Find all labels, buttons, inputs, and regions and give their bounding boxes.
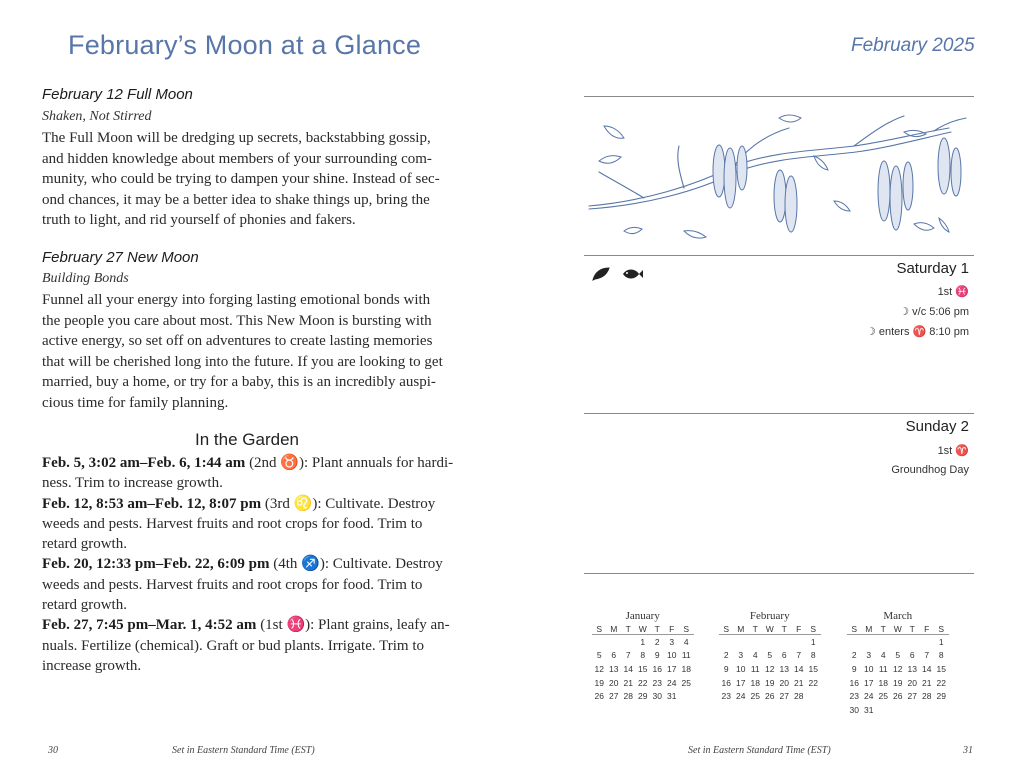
calendar-day	[847, 635, 862, 649]
garden-entry	[42, 615, 460, 676]
calendar-day: 1	[810, 636, 816, 647]
calendar-day: 1	[938, 636, 944, 647]
calendar-weekday: F	[920, 623, 935, 635]
full-moon-heading: February 12 Full Moon	[42, 86, 193, 103]
calendar-day: 3	[866, 650, 872, 661]
calendar-day: 31	[667, 691, 677, 702]
calendar-week	[847, 676, 949, 690]
calendar-day: 5	[895, 650, 901, 661]
calendar-day: 5	[767, 650, 773, 661]
garden-text: : Plant annuals for hardi-ness. Trim to increase growth.	[42, 455, 454, 492]
calendar-day: 28	[623, 691, 633, 702]
calendar-day	[748, 635, 763, 649]
calendar-day: 6	[781, 650, 787, 661]
calendar-day: 17	[667, 663, 677, 674]
new-moon-heading: February 27 New Moon	[42, 249, 199, 266]
calendar-day	[734, 635, 749, 649]
calendar-day: 26	[594, 691, 604, 702]
calendar-day: 14	[794, 663, 804, 674]
calendar-day: 24	[667, 677, 677, 688]
calendar-weekday: W	[891, 623, 906, 635]
divider	[584, 573, 974, 574]
calendar-day: 22	[808, 677, 818, 688]
calendar-day: 27	[779, 691, 789, 702]
divider	[584, 255, 974, 256]
calendar-day: 9	[723, 663, 729, 674]
calendar-weekday: T	[650, 623, 665, 635]
calendar-day: 26	[765, 691, 775, 702]
calendar-day: 15	[638, 663, 648, 674]
calendar-day: 11	[750, 663, 760, 674]
calendar-day	[592, 635, 607, 649]
calendar-day	[891, 635, 906, 649]
calendar-week	[847, 635, 949, 649]
calendar-week	[592, 676, 694, 690]
garden-quarter: (4th ♐)	[273, 556, 325, 573]
calendar-weekday: W	[763, 623, 778, 635]
mini-calendar-january	[592, 610, 694, 703]
calendar-day: 15	[808, 663, 818, 674]
calendar-day: 9	[654, 650, 660, 661]
calendar-day: 24	[864, 691, 874, 702]
calendar-weekday: T	[777, 623, 792, 635]
calendar-day	[792, 635, 807, 649]
calendar-day	[777, 635, 792, 649]
full-moon-subheading: Shaken, Not Stirred	[42, 109, 152, 124]
calendar-weekday: M	[607, 623, 622, 635]
calendar-week	[592, 635, 694, 649]
calendar-day: 20	[779, 677, 789, 688]
calendar-day: 20	[609, 677, 619, 688]
text-line: cious time for family planning.	[42, 394, 229, 411]
calendar-day: 7	[625, 650, 631, 661]
calendar-day: 16	[849, 677, 859, 688]
calendar-day: 3	[738, 650, 744, 661]
month-title: February 2025	[851, 35, 975, 56]
text-line: ond chances, it may be a better idea to shake things up, bring the	[42, 191, 430, 208]
calendar-day	[891, 703, 906, 717]
garden-list	[42, 453, 460, 676]
calendar-day: 18	[681, 663, 691, 674]
calendar-day	[876, 635, 891, 649]
day-note: ☽ enters ♈ 8:10 pm	[865, 326, 969, 338]
calendar-day: 1	[640, 636, 646, 647]
calendar-day: 28	[922, 691, 932, 702]
text-line: the people you care about most. This New Moon is bursting with	[42, 312, 432, 329]
calendar-weekday: M	[734, 623, 749, 635]
calendar-weekday: S	[847, 623, 862, 635]
calendar-month-name: February	[749, 610, 790, 622]
calendar-day: 28	[794, 691, 804, 702]
garden-text: : Cultivate. Destroy weeds and pests. Harvest fruits and root crops for food. Trim to retard growth.	[42, 495, 436, 553]
text-line: truth to light, and rid yourself of phonies and fakers.	[42, 212, 356, 228]
calendar-weekday: F	[792, 623, 807, 635]
calendar-day: 6	[611, 650, 617, 661]
calendar-day: 25	[750, 691, 760, 702]
calendar-day: 24	[736, 691, 746, 702]
page-number-right: 31	[963, 745, 973, 756]
calendar-day	[905, 635, 920, 649]
garden-dates: Feb. 27, 7:45 pm–Mar. 1, 4:52 am	[42, 617, 257, 634]
calendar-day: 22	[936, 677, 946, 688]
leaf-icon	[591, 266, 611, 282]
calendar-day: 30	[849, 704, 859, 715]
day-note: Groundhog Day	[891, 464, 969, 476]
calendar-weekday: S	[592, 623, 607, 635]
calendar-month-name: March	[883, 610, 913, 622]
calendar-week	[719, 676, 821, 690]
calendar-day: 25	[878, 691, 888, 702]
garden-dates: Feb. 5, 3:02 am–Feb. 6, 1:44 am	[42, 455, 246, 471]
new-moon-subheading: Building Bonds	[42, 271, 129, 286]
calendar-weekday: T	[905, 623, 920, 635]
calendar-weekday: M	[862, 623, 877, 635]
calendar-day	[607, 635, 622, 649]
calendar-day: 12	[765, 663, 775, 674]
calendar-day: 10	[864, 663, 874, 674]
text-line: and hidden knowledge about members of your surrounding com-	[42, 150, 432, 167]
calendar-day	[920, 635, 935, 649]
calendar-day	[806, 689, 821, 703]
calendar-day: 29	[638, 691, 648, 702]
page-title: February’s Moon at a Glance	[68, 30, 422, 60]
new-moon-text	[42, 290, 460, 413]
calendar-day: 10	[667, 650, 677, 661]
catkin-branch-illustration	[584, 106, 974, 246]
calendar-day: 27	[609, 691, 619, 702]
calendar-day: 14	[623, 663, 633, 674]
day-sunday: Sunday 2	[905, 418, 969, 435]
calendar-day: 2	[654, 636, 660, 647]
calendar-day: 12	[893, 663, 903, 674]
calendar-day: 27	[907, 691, 917, 702]
calendar-day: 21	[794, 677, 804, 688]
calendar-week	[847, 649, 949, 663]
day-note: 1st ♓	[937, 286, 969, 298]
garden-quarter: (1st ♓)	[260, 617, 311, 634]
garden-quarter: (2nd ♉)	[249, 455, 304, 471]
calendar-week	[719, 689, 821, 703]
calendar-day: 14	[922, 663, 932, 674]
calendar-day: 17	[864, 677, 874, 688]
mini-calendar-march	[847, 610, 949, 717]
garden-text: : Cultivate. Destroy weeds and pests. Harvest fruits and root crops for food. Trim to retard growth.	[42, 556, 443, 614]
calendar-day: 8	[640, 650, 646, 661]
calendar-weekday: S	[719, 623, 734, 635]
divider	[584, 413, 974, 414]
calendar-day: 19	[893, 677, 903, 688]
garden-text: : Plant grains, leafy an-nuals. Fertilize (chemical). Graft or bud plants. Irrigate. Trim to increase growth.	[42, 617, 450, 674]
calendar-day: 4	[752, 650, 758, 661]
calendar-day	[763, 635, 778, 649]
full-moon-text	[42, 128, 460, 231]
garden-quarter: (3rd ♌)	[264, 495, 318, 512]
day-saturday: Saturday 1	[896, 260, 969, 277]
calendar-day: 15	[936, 663, 946, 674]
calendar-weekday: T	[876, 623, 891, 635]
calendar-day	[621, 635, 636, 649]
garden-title: In the Garden	[195, 430, 299, 449]
calendar-weekday: T	[621, 623, 636, 635]
calendar-day	[862, 635, 877, 649]
footer-note-left: Set in Eastern Standard Time (EST)	[172, 745, 315, 756]
calendar-day: 11	[878, 663, 888, 674]
calendar-day: 19	[765, 677, 775, 688]
calendar-day: 11	[681, 650, 691, 661]
calendar-day	[905, 703, 920, 717]
garden-entry	[42, 453, 460, 494]
calendar-day: 5	[596, 650, 602, 661]
calendar-day: 6	[909, 650, 915, 661]
fish-icon	[620, 266, 644, 282]
day-note: 1st ♈	[937, 445, 969, 457]
text-line: active energy, so set off on adventures to create lasting memories	[42, 333, 433, 349]
calendar-day: 7	[796, 650, 802, 661]
calendar-day: 2	[723, 650, 729, 661]
garden-dates: Feb. 20, 12:33 pm–Feb. 22, 6:09 pm	[42, 556, 270, 573]
calendar-day: 19	[594, 677, 604, 688]
calendar-day	[876, 703, 891, 717]
calendar-day: 9	[851, 663, 857, 674]
calendar-day: 13	[907, 663, 917, 674]
calendar-day: 2	[851, 650, 857, 661]
text-line: married, buy a home, or try for a baby, this is an incredibly auspi-	[42, 374, 436, 390]
calendar-day: 18	[878, 677, 888, 688]
calendar-day: 29	[936, 691, 946, 702]
calendar-day	[679, 689, 694, 703]
calendar-day: 23	[652, 677, 662, 688]
calendar-day: 10	[736, 663, 746, 674]
garden-entry	[42, 554, 460, 615]
calendar-week	[847, 703, 949, 717]
calendar-week	[592, 649, 694, 663]
text-line: munity, who could be trying to dampen your shine. Instead of sec-	[42, 171, 440, 187]
calendar-day: 7	[924, 650, 930, 661]
calendar-day: 16	[652, 663, 662, 674]
calendar-week	[719, 635, 821, 649]
calendar-weekday: W	[636, 623, 651, 635]
text-line: that will be cherished long into the future. If you are looking to get	[42, 353, 443, 370]
calendar-week	[592, 689, 694, 703]
calendar-day: 4	[880, 650, 886, 661]
calendar-day: 18	[750, 677, 760, 688]
calendar-day	[719, 635, 734, 649]
garden-entry	[42, 494, 460, 555]
calendar-day: 22	[638, 677, 648, 688]
calendar-day: 25	[681, 677, 691, 688]
calendar-weekday: S	[806, 623, 821, 635]
divider	[584, 96, 974, 97]
calendar-day	[920, 703, 935, 717]
calendar-day: 23	[721, 691, 731, 702]
calendar-weekday: S	[934, 623, 949, 635]
day-note: ☽ v/c 5:06 pm	[899, 306, 969, 318]
calendar-week	[719, 649, 821, 663]
calendar-day: 30	[652, 691, 662, 702]
calendar-day: 8	[810, 650, 816, 661]
footer-note-right: Set in Eastern Standard Time (EST)	[688, 745, 831, 756]
calendar-month-name: January	[625, 610, 660, 622]
calendar-weekday: F	[665, 623, 680, 635]
calendar-day: 21	[922, 677, 932, 688]
calendar-day: 3	[669, 636, 675, 647]
calendar-day: 21	[623, 677, 633, 688]
calendar-day: 31	[864, 704, 874, 715]
calendar-day: 8	[938, 650, 944, 661]
text-line: The Full Moon will be dredging up secrets, backstabbing gossip,	[42, 130, 431, 146]
calendar-day	[934, 703, 949, 717]
garden-dates: Feb. 12, 8:53 am–Feb. 12, 8:07 pm	[42, 495, 262, 512]
calendar-day: 16	[721, 677, 731, 688]
calendar-day: 4	[683, 636, 689, 647]
calendar-day: 13	[779, 663, 789, 674]
calendar-day: 12	[594, 663, 604, 674]
calendar-day: 17	[736, 677, 746, 688]
page-number-left: 30	[48, 745, 58, 756]
calendar-week	[592, 662, 694, 676]
calendar-day: 26	[893, 691, 903, 702]
calendar-week	[847, 689, 949, 703]
calendar-day: 13	[609, 663, 619, 674]
text-line: Funnel all your energy into forging lasting emotional bonds with	[42, 292, 431, 308]
calendar-week	[847, 662, 949, 676]
calendar-weekday: T	[748, 623, 763, 635]
calendar-week	[719, 662, 821, 676]
mini-calendar-february	[719, 610, 821, 703]
calendar-day: 20	[907, 677, 917, 688]
calendar-day: 23	[849, 691, 859, 702]
calendar-weekday: S	[679, 623, 694, 635]
